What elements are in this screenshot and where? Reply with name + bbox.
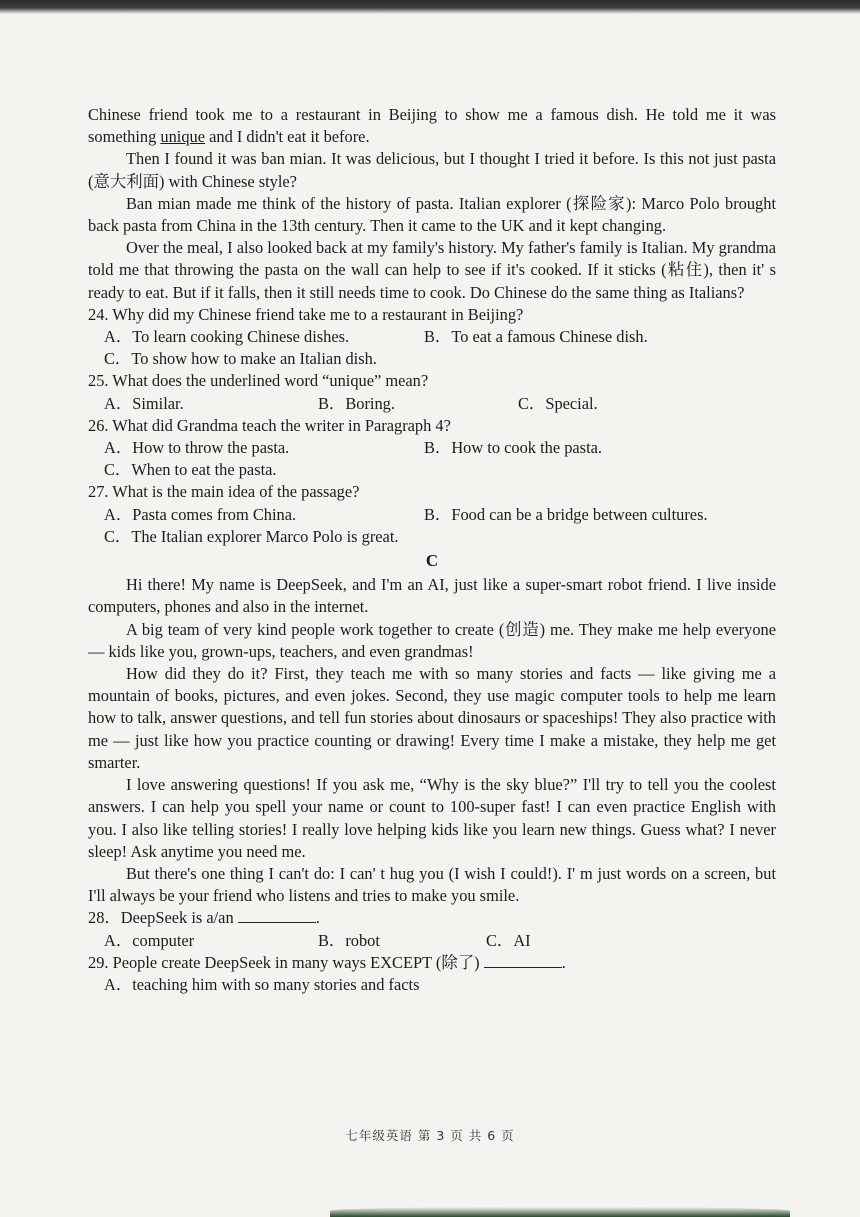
question-25 xyxy=(88,370,776,414)
scan-top-edge xyxy=(0,0,860,14)
option-a[interactable]: A．To learn cooking Chinese dishes. xyxy=(104,327,350,347)
questions-b xyxy=(88,304,776,548)
passage-b xyxy=(88,104,776,304)
underlined-word: unique xyxy=(160,127,206,147)
question-stem: 25. What does the underlined word “unique” mean? xyxy=(88,371,429,391)
option-a[interactable]: A．How to throw the pasta. xyxy=(104,438,290,458)
option-b[interactable]: B．robot xyxy=(318,930,380,950)
option-c[interactable]: C．The Italian explorer Marco Polo is great. xyxy=(104,526,399,546)
exam-page xyxy=(88,104,776,996)
questions-c xyxy=(88,907,776,996)
option-b[interactable]: B．How to cook the pasta. xyxy=(424,438,602,458)
option-c[interactable]: C．To show how to make an Italian dish. xyxy=(104,349,377,369)
option-c[interactable]: C．AI xyxy=(486,930,531,950)
option-a[interactable]: A．Similar. xyxy=(104,393,184,413)
option-b[interactable]: B．Boring. xyxy=(318,393,395,413)
option-a[interactable]: A．teaching him with so many stories and facts xyxy=(104,974,420,994)
passage-b-paragraph-3: Ban mian made me think of the history of pasta. Italian explorer (探险家): Marco Polo brought back pasta from China in the 13th century. Then it came to the UK and it kept changing. xyxy=(88,193,776,236)
question-stem: 27. What is the main idea of the passage? xyxy=(88,482,360,502)
option-c[interactable]: C．When to eat the pasta. xyxy=(104,460,277,480)
question-28 xyxy=(88,907,776,951)
passage-b-paragraph-4: Over the meal, I also looked back at my family's history. My father's family is Italian. My grandma told me that throwing the pasta on the wall can help to see if it's cooked. If it sticks (粘住), then it' s ready to eat. But if it falls, then it still needs time to cook. Do Chinese do the same thing as Italians? xyxy=(88,238,776,302)
option-c[interactable]: C．Special. xyxy=(518,393,598,413)
passage-c-paragraph-5: But there's one thing I can't do: I can' t hug you (I wish I could!). I' m just words on a screen, but I'll always be your friend who listens and tries to make you smile. xyxy=(88,863,776,906)
passage-c-paragraph-2: A big team of very kind people work together to create (创造) me. They make me help everyone — kids like you, grown-ups, teachers, and even grandmas! xyxy=(88,619,776,661)
question-27 xyxy=(88,481,776,548)
question-stem: 24. Why did my Chinese friend take me to a restaurant in Beijing? xyxy=(88,304,524,324)
question-stem: 29. People create DeepSeek in many ways EXCEPT (除了) . xyxy=(88,952,566,972)
option-b[interactable]: B．To eat a famous Chinese dish. xyxy=(424,327,648,347)
option-a[interactable]: A．computer xyxy=(104,930,195,950)
question-stem: 26. What did Grandma teach the writer in Paragraph 4? xyxy=(88,415,451,435)
answer-blank[interactable] xyxy=(484,953,562,968)
page-footer: 七年级英语 第 3 页 共 6 页 xyxy=(345,1128,515,1143)
passage-c-paragraph-1: Hi there! My name is DeepSeek, and I'm an AI, just like a super-smart robot friend. I live inside computers, phones and also in the internet. xyxy=(88,575,776,617)
passage-b-paragraph-2: Then I found it was ban mian. It was delicious, but I thought I tried it before. Is this not just pasta (意大利面) with Chinese style? xyxy=(88,149,776,191)
scan-bottom-edge xyxy=(330,1207,790,1217)
question-24 xyxy=(88,304,776,371)
option-a[interactable]: A．Pasta comes from China. xyxy=(104,504,297,524)
question-26 xyxy=(88,415,776,482)
question-stem: 28．DeepSeek is a/an . xyxy=(88,908,320,928)
passage-c-paragraph-3: How did they do it? First, they teach me with so many stories and facts — like giving me a mountain of books, pictures, and even jokes. Second, they use magic computer tools to help me learn how to talk, answer questions, and tell fun stories about dinosaurs or spaceships! They also practice with me — just like how you practice counting or drawing! Every time I make a mistake, they help me get smarter. xyxy=(88,664,776,772)
question-29 xyxy=(88,952,776,996)
section-c-heading: C xyxy=(425,551,439,571)
passage-c xyxy=(88,574,776,907)
option-b[interactable]: B．Food can be a bridge between cultures. xyxy=(424,504,708,524)
passage-b-paragraph-1: Chinese friend took me to a restaurant in Beijing to show me a famous dish. He told me it was something unique and I didn't eat it before. xyxy=(88,105,776,147)
answer-blank[interactable] xyxy=(238,908,316,923)
passage-c-paragraph-4: I love answering questions! If you ask me, “Why is the sky blue?” I'll try to tell you the coolest answers. I can help you spell your name or count to 100-super fast! I can even practice English with you. I also like telling stories! I really love helping kids like you learn new things. Guess what? I never sleep! Ask anytime you need me. xyxy=(88,775,776,861)
